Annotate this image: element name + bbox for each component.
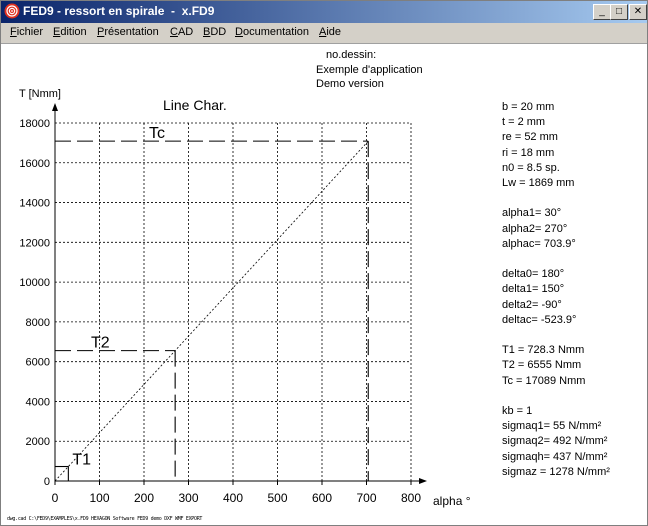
x-tick-label: 600 [311, 491, 333, 505]
parameter-line: re = 52 mm [502, 131, 558, 144]
characteristic-line [55, 141, 368, 481]
x-tick-label: 800 [400, 491, 422, 505]
marker-label-tc: Tc [148, 125, 165, 143]
parameter-line: alphac= 703.9° [502, 237, 576, 250]
x-tick-label: 700 [356, 491, 377, 505]
torque-chart [1, 44, 501, 516]
menu-aide[interactable]: Aide [319, 26, 342, 38]
parameter-line: Tc = 17089 Nmm [502, 374, 586, 387]
x-tick-label: 500 [267, 491, 288, 505]
y-tick-label: 0 [43, 476, 50, 488]
y-tick-label: 4000 [25, 396, 50, 409]
marker-label-t1: T1 [72, 451, 92, 469]
parameter-line: deltac= -523.9° [502, 313, 577, 326]
parameter-line: delta1= 150° [502, 283, 565, 296]
y-tick-label: 14000 [19, 197, 50, 210]
menu-documentation[interactable]: Documentation [235, 26, 309, 38]
menu-presentation[interactable]: Présentation [97, 26, 159, 38]
version-label: Demo version [316, 78, 384, 90]
marker-label-t2: T2 [91, 334, 110, 352]
parameter-line: alpha1= 30° [502, 207, 562, 220]
y-axis-arrow [52, 103, 58, 111]
chart-title: Line Char. [163, 97, 227, 113]
parameter-line: sigmaz = 1278 N/mm² [502, 465, 610, 478]
parameter-line: delta0= 180° [502, 268, 565, 281]
parameter-line: sigmaqh= 437 N/mm² [502, 450, 608, 463]
drawing-area [1, 44, 647, 516]
y-tick-label: 2000 [25, 436, 50, 449]
menu-fichier[interactable]: Fichier [10, 26, 44, 38]
close-button[interactable]: ✕ [629, 4, 647, 20]
parameter-line: b = 20 mm [502, 101, 555, 113]
parameter-line: T2 = 6555 Nmm [502, 359, 582, 372]
x-tick-label: 200 [133, 491, 155, 505]
parameter-line: T1 = 728.3 Nmm [502, 344, 585, 357]
x-tick-label: 400 [222, 491, 244, 505]
x-tick-label: 300 [178, 491, 199, 505]
title-bar[interactable] [1, 1, 647, 23]
menu-bdd[interactable]: BDD [203, 26, 227, 38]
y-tick-label: 18000 [19, 118, 50, 130]
menu-cad[interactable]: CAD [170, 26, 194, 38]
parameter-line: alpha2= 270° [502, 222, 568, 235]
x-axis-arrow [419, 478, 427, 484]
parameter-line: n0 = 8.5 sp. [502, 161, 560, 174]
parameter-line: kb = 1 [502, 405, 533, 417]
menu-bar [1, 23, 647, 44]
status-bar [1, 515, 647, 525]
menu-edition[interactable]: Edition [53, 26, 87, 38]
y-tick-label: 6000 [25, 356, 50, 369]
drawing-name: Exemple d'application [316, 64, 423, 76]
parameter-line: Lw = 1869 mm [502, 177, 575, 189]
parameter-line: t = 2 mm [502, 116, 546, 129]
y-axis-label: T [Nmm] [19, 88, 61, 100]
y-tick-label: 16000 [19, 157, 50, 170]
maximize-button[interactable]: □ [610, 4, 628, 20]
parameter-line: delta2= -90° [502, 298, 562, 311]
window-title: FED9 - ressort en spirale - x.FD9 [23, 4, 215, 18]
minimize-button[interactable]: _ [593, 4, 611, 20]
parameter-line: ri = 18 mm [502, 146, 555, 159]
parameter-line: sigmaq1= 55 N/mm² [502, 420, 602, 433]
y-tick-label: 12000 [19, 237, 50, 250]
status-text: dwg.cad C:\FED9\EXAMPLES\x.FD9 HEXAGON Software FED9 demo DXF WMF EXPORT [7, 516, 203, 522]
parameter-line: sigmaq2= 492 N/mm² [502, 435, 608, 448]
x-tick-label: 0 [51, 491, 59, 505]
y-tick-label: 8000 [25, 316, 50, 329]
y-tick-label: 10000 [19, 277, 50, 290]
drawing-number-label: no.dessin: [326, 49, 377, 61]
x-axis-label: alpha ° [433, 494, 471, 508]
x-tick-label: 100 [89, 491, 110, 505]
spiral-spring-icon [4, 3, 20, 19]
